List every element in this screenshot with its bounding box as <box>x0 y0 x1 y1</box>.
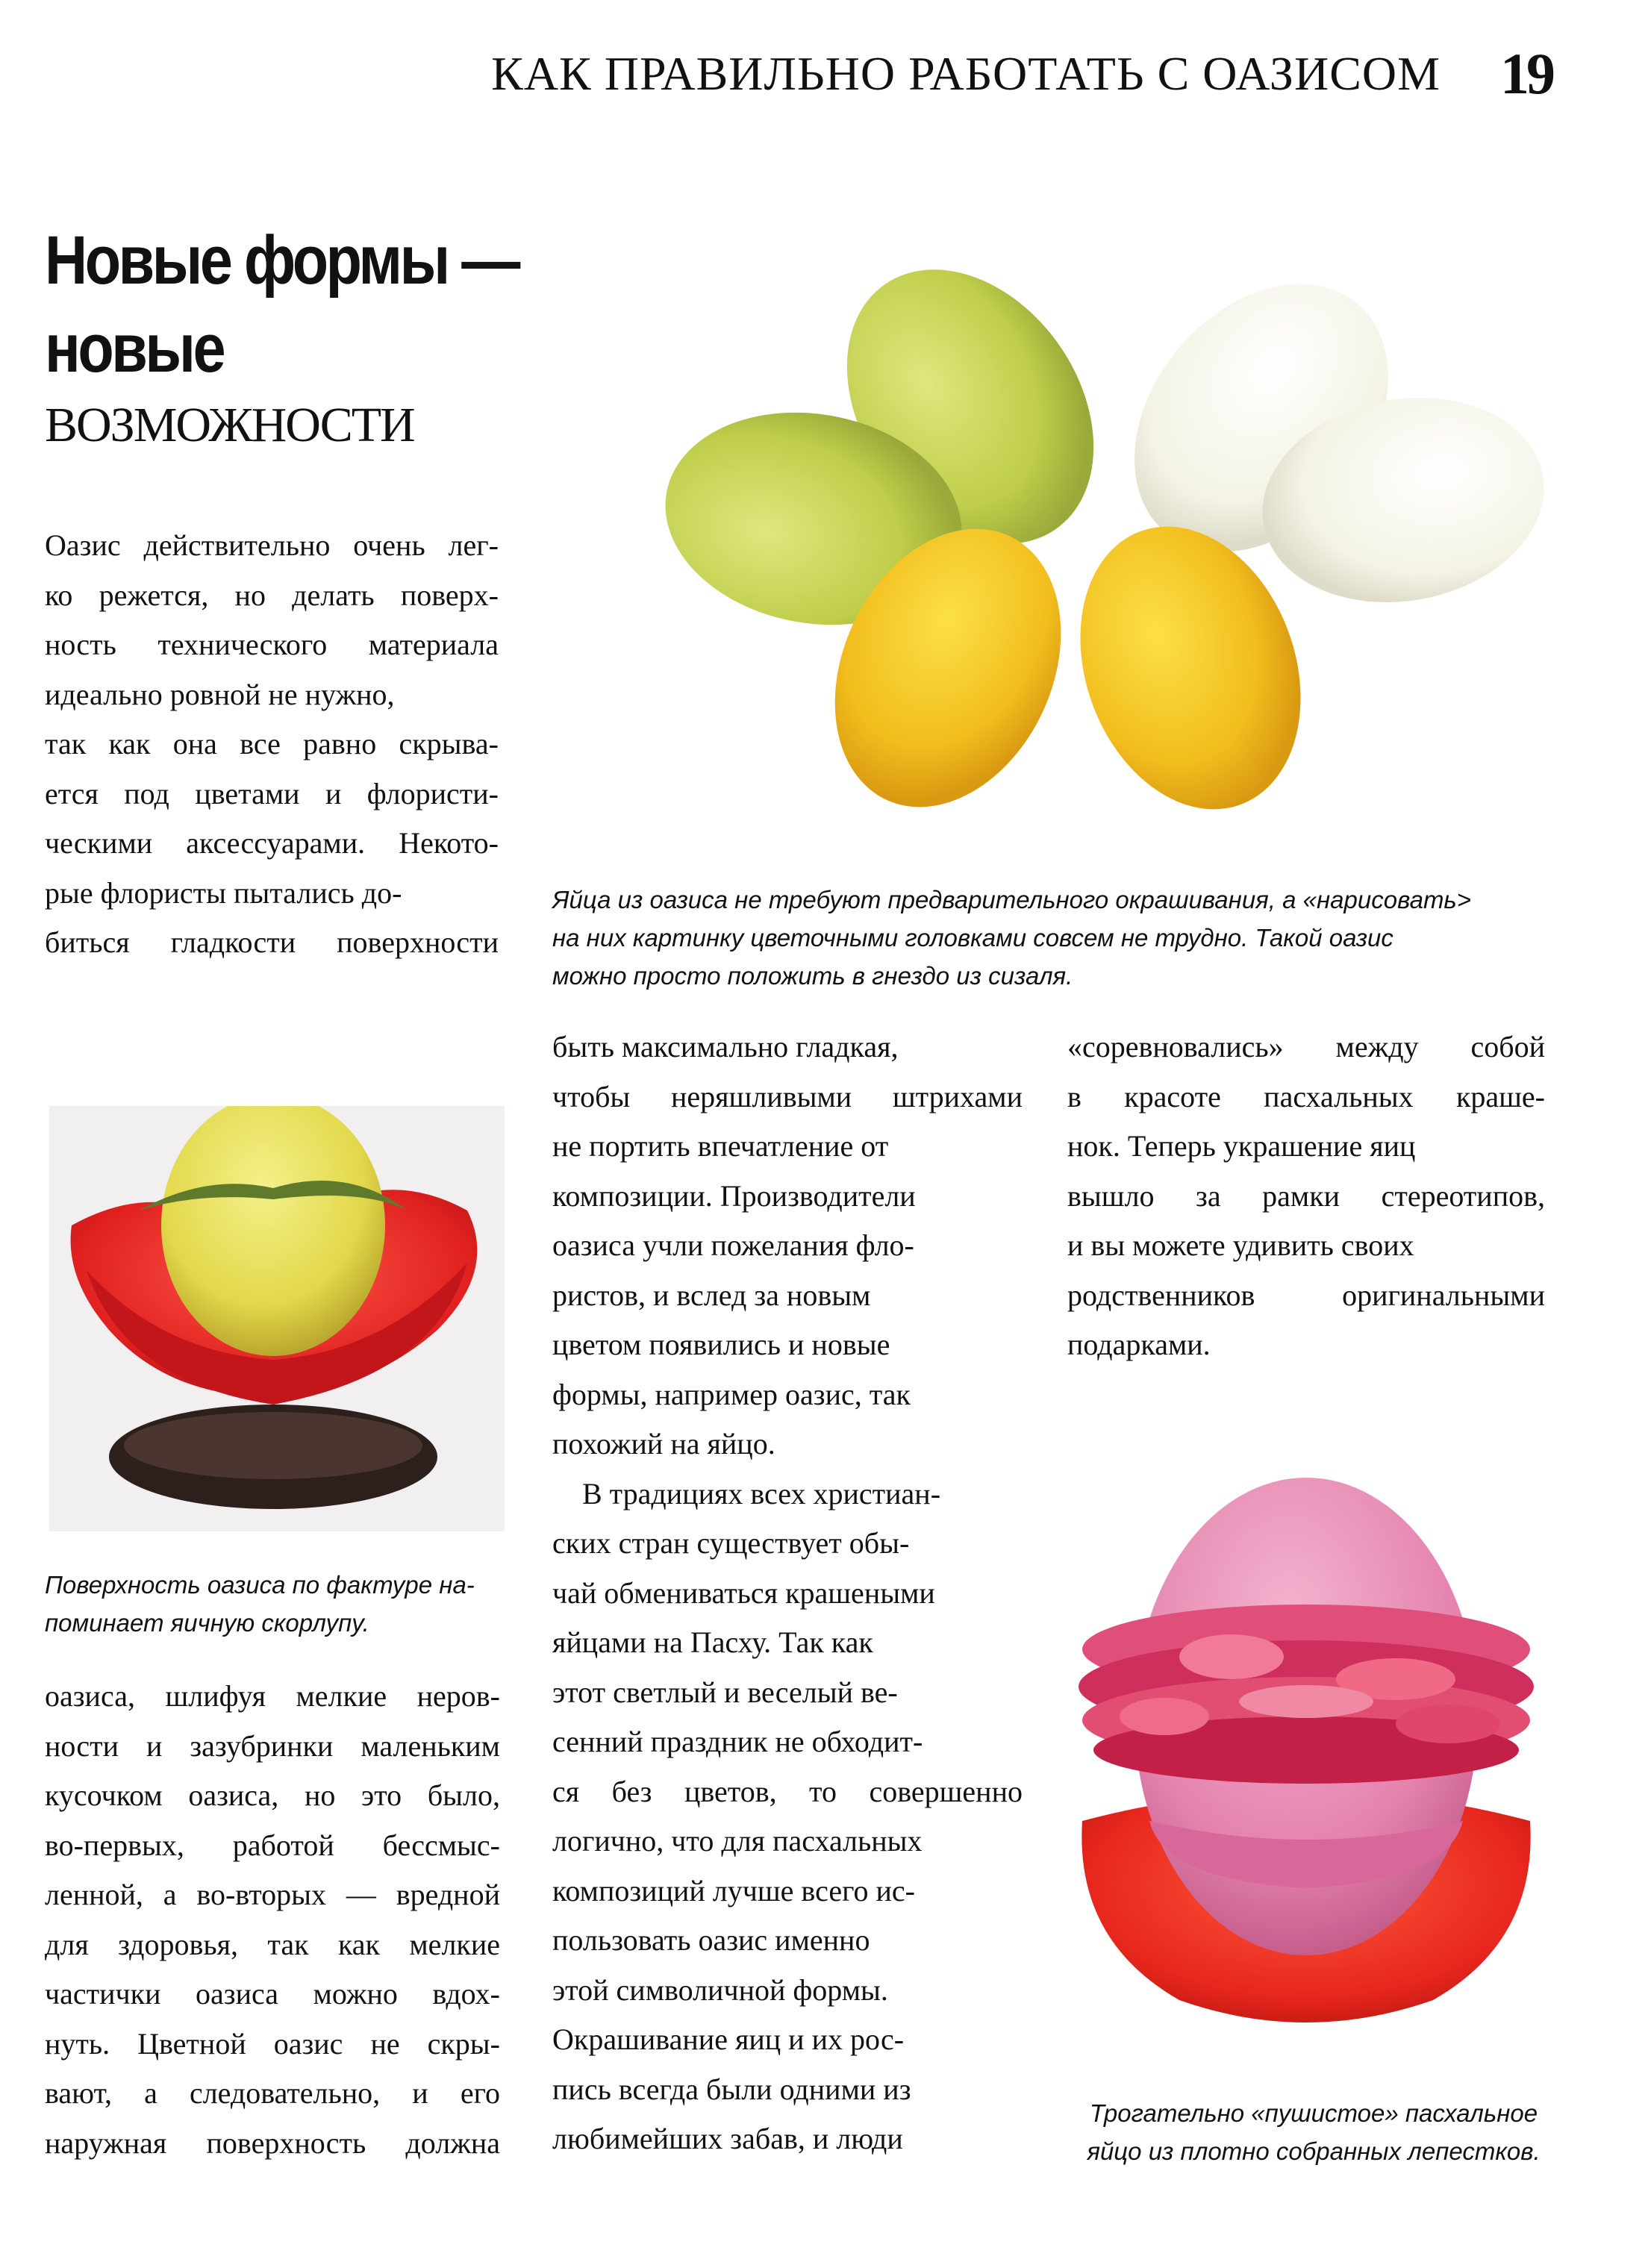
text-line: и вы можете удивить своих <box>1067 1228 1414 1262</box>
heading-line-1: Новые формы — <box>45 222 518 299</box>
text-line: идеально ровной не нужно, <box>45 677 395 711</box>
petal-band <box>1079 1605 1534 1784</box>
text-line: вают, а следовательно, и его <box>45 2076 500 2110</box>
text-line: ется под цветами и флористи- <box>45 776 499 810</box>
heading-line-3: ВОЗМОЖНОСТИ <box>45 398 414 452</box>
caption-line: яйцо из плотно собранных лепестков. <box>1087 2137 1541 2165</box>
text-line: этой символичной формы. <box>552 1972 888 2007</box>
right-column <box>1067 1022 1545 1370</box>
text-line: сенний праздник не обходит- <box>552 1725 923 1758</box>
text-line: наружная поверхность должна <box>45 2125 500 2160</box>
text-line: кусочком оазиса, но это было, <box>45 1778 500 1812</box>
text-line: Окрашивание яиц и их рос- <box>552 2022 905 2056</box>
text-line: нуть. Цветной оазис не скры- <box>45 2026 500 2061</box>
text-line: ристов, и вслед за новым <box>552 1278 871 1312</box>
text-line: не портить впечатление от <box>552 1129 889 1163</box>
heading-line-2: новые <box>45 310 224 387</box>
text-line: быть максимально гладкая, <box>552 1030 899 1063</box>
text-line: этот светлый и веселый ве- <box>552 1675 898 1709</box>
caption-line: Поверхность оазиса по фактуре на- <box>45 1571 475 1599</box>
text-line: логично, что для пасхальных <box>552 1824 923 1858</box>
text-line: ческими аксессуарами. Некото- <box>45 826 499 860</box>
caption-line: Трогательно «пушистое» пасхальное <box>1089 2099 1538 2127</box>
text-line: вышло за рамки стереотипов, <box>1067 1178 1545 1213</box>
text-line: цветом появились и новые <box>552 1328 890 1361</box>
running-header <box>491 41 1552 113</box>
text-line: В традициях всех христиан- <box>582 1476 941 1511</box>
text-line: «соревновались» между собой <box>1067 1030 1545 1063</box>
nest-photo <box>49 1106 505 1531</box>
text-line: родственников оригинальными <box>1067 1278 1545 1312</box>
text-line: похожий на яйцо. <box>552 1427 775 1461</box>
text-line: нок. Теперь украшение яиц <box>1067 1129 1416 1163</box>
text-line: биться гладкости поверхности <box>45 925 499 959</box>
text-line: ности и зазубринки маленьким <box>45 1728 500 1763</box>
text-line: пользовать оазис именно <box>552 1923 870 1957</box>
middle-column <box>552 1022 1023 2164</box>
text-line: в красоте пасхальных краше- <box>1067 1079 1545 1113</box>
caption-line: Яйца из оазиса не требуют предварительного окрашивания, а «нарисовать> <box>552 886 1472 913</box>
text-line: ленной, а во-вторых — вредной <box>45 1878 500 1911</box>
text-line: ко режется, но делать поверх- <box>45 578 499 612</box>
page-number: 19 <box>1500 41 1552 106</box>
text-line: ских стран существует обы- <box>552 1526 910 1560</box>
eggs-photo <box>552 235 1552 858</box>
nest-caption <box>45 1566 508 1642</box>
text-line: чтобы неряшливыми штрихами <box>552 1079 1023 1113</box>
caption-line: поминает яичную скорлупу. <box>45 1609 369 1637</box>
pink-egg-photo <box>1060 1403 1552 2067</box>
text-line: любимейших забав, и люди <box>552 2122 903 2155</box>
text-line: оазиса, шлифуя мелкие неров- <box>45 1679 500 1713</box>
caption-line: на них картинку цветочными головками совсем не трудно. Такой оазис <box>552 924 1393 952</box>
text-line: формы, например оазис, так <box>552 1377 911 1411</box>
yellow-egg <box>161 1106 385 1356</box>
text-line: композиций лучше всего ис- <box>552 1873 915 1908</box>
text-line: яйцами на Пасху. Так как <box>552 1625 873 1659</box>
left-column-top <box>45 521 499 968</box>
text-line: ся без цветов, то совершенно <box>552 1774 1023 1808</box>
text-line: для здоровья, так как мелкие <box>45 1927 500 1961</box>
pink-egg-caption <box>1067 2094 1560 2170</box>
text-line: ность технического материала <box>45 628 499 661</box>
text-line: частички оазиса можно вдох- <box>45 1977 500 2011</box>
text-line: подарками. <box>1067 1328 1211 1361</box>
article-heading <box>45 216 522 454</box>
text-line: во-первых, работой бессмыс- <box>45 1828 500 1862</box>
text-line: Оазис действительно очень лег- <box>45 528 499 562</box>
text-line: оазиса учли пожелания фло- <box>552 1228 914 1262</box>
text-line: рые флористы пытались до- <box>45 875 402 910</box>
text-line: так как она все равно скрыва- <box>45 727 499 760</box>
text-line: чай обмениваться крашеными <box>552 1575 935 1610</box>
eggs-caption <box>552 881 1552 995</box>
left-column-bottom <box>45 1672 500 2168</box>
header-title: КАК ПРАВИЛЬНО РАБОТАТЬ С ОАЗИСОМ <box>491 47 1441 100</box>
caption-line: можно просто положить в гнездо из сизаля. <box>552 962 1073 990</box>
text-line: композиции. Производители <box>552 1178 916 1213</box>
text-line: пись всегда были одними из <box>552 2072 911 2106</box>
